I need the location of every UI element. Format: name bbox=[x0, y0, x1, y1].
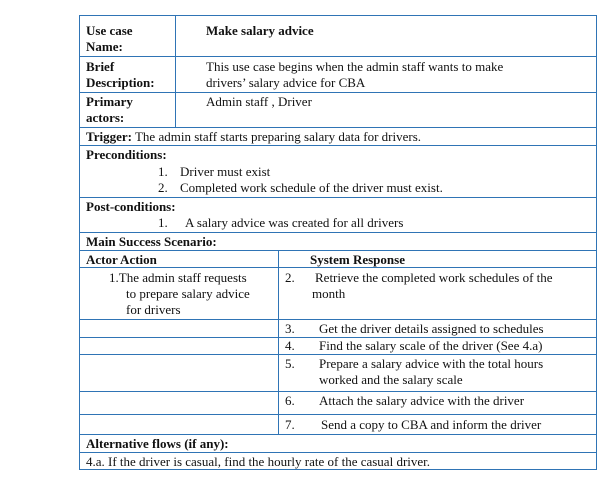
actor-step-line-2: to prepare salary advice bbox=[126, 286, 250, 301]
trigger-row bbox=[86, 129, 421, 145]
system-response-header: System Response bbox=[310, 252, 405, 267]
trigger-label: Trigger: bbox=[86, 129, 132, 144]
use-case-value: Make salary advice bbox=[206, 23, 314, 38]
precondition-num: 2. bbox=[158, 180, 168, 195]
precondition-text: Driver must exist bbox=[180, 164, 271, 179]
precondition-text: Completed work schedule of the driver must exist. bbox=[180, 180, 443, 195]
divider bbox=[79, 391, 597, 392]
primary-label-2: actors: bbox=[86, 110, 125, 125]
response-step-text: Find the salary scale of the driver (See 4.a) bbox=[319, 338, 543, 353]
use-case-label-2: Name: bbox=[86, 39, 123, 54]
postcondition-num: 1. bbox=[158, 215, 168, 230]
divider bbox=[79, 319, 597, 320]
actor-step-line-3: for drivers bbox=[126, 302, 181, 317]
divider bbox=[79, 434, 597, 435]
response-step-num: 2. bbox=[285, 270, 295, 285]
primary-actors-value: Admin staff , Driver bbox=[206, 94, 312, 109]
response-step-num: 5. bbox=[285, 356, 295, 371]
response-step-text: Send a copy to CBA and inform the driver bbox=[321, 417, 542, 432]
response-step-text: Attach the salary advice with the driver bbox=[319, 393, 525, 408]
use-case-label-1: Use case bbox=[86, 23, 133, 38]
brief-text-line-2: drivers’ salary advice for CBA bbox=[206, 75, 366, 90]
response-step-text: month bbox=[312, 286, 346, 301]
response-step-num: 3. bbox=[285, 321, 295, 336]
divider bbox=[79, 127, 597, 128]
actor-action-header: Actor Action bbox=[86, 252, 157, 267]
actor-step-line-1: 1.The admin staff requests bbox=[109, 270, 247, 285]
postconditions-label: Post-conditions: bbox=[86, 199, 176, 214]
divider bbox=[79, 354, 597, 355]
alternative-flows-label: Alternative flows (if any): bbox=[86, 436, 229, 451]
brief-label-2: Description: bbox=[86, 75, 155, 90]
response-step-text: Retrieve the completed work schedules of the bbox=[315, 270, 553, 285]
divider bbox=[79, 232, 597, 233]
response-step-text: Get the driver details assigned to schedules bbox=[319, 321, 544, 336]
response-step-num: 7. bbox=[285, 417, 295, 432]
divider bbox=[79, 92, 597, 93]
response-step-num: 4. bbox=[285, 338, 295, 353]
brief-label-1: Brief bbox=[86, 59, 115, 74]
trigger-text: The admin staff starts preparing salary data for drivers. bbox=[134, 129, 422, 144]
alternative-flow-text: 4.a. If the driver is casual, find the hourly rate of the casual driver. bbox=[86, 454, 431, 469]
column-divider bbox=[278, 250, 279, 434]
postcondition-text: A salary advice was created for all drivers bbox=[185, 215, 404, 230]
primary-label-1: Primary bbox=[86, 94, 133, 109]
divider bbox=[79, 145, 597, 146]
response-step-text: Prepare a salary advice with the total hours bbox=[319, 356, 544, 371]
divider bbox=[79, 452, 597, 453]
divider bbox=[79, 56, 597, 57]
response-step-num: 6. bbox=[285, 393, 295, 408]
mss-label: Main Success Scenario: bbox=[86, 234, 217, 249]
divider bbox=[79, 250, 597, 251]
divider bbox=[79, 414, 597, 415]
precondition-num: 1. bbox=[158, 164, 168, 179]
column-divider bbox=[175, 15, 176, 127]
response-step-text: worked and the salary scale bbox=[319, 372, 463, 387]
divider bbox=[79, 197, 597, 198]
preconditions-label: Preconditions: bbox=[86, 147, 167, 162]
brief-text-line-1: This use case begins when the admin staff wants to make bbox=[206, 59, 504, 74]
